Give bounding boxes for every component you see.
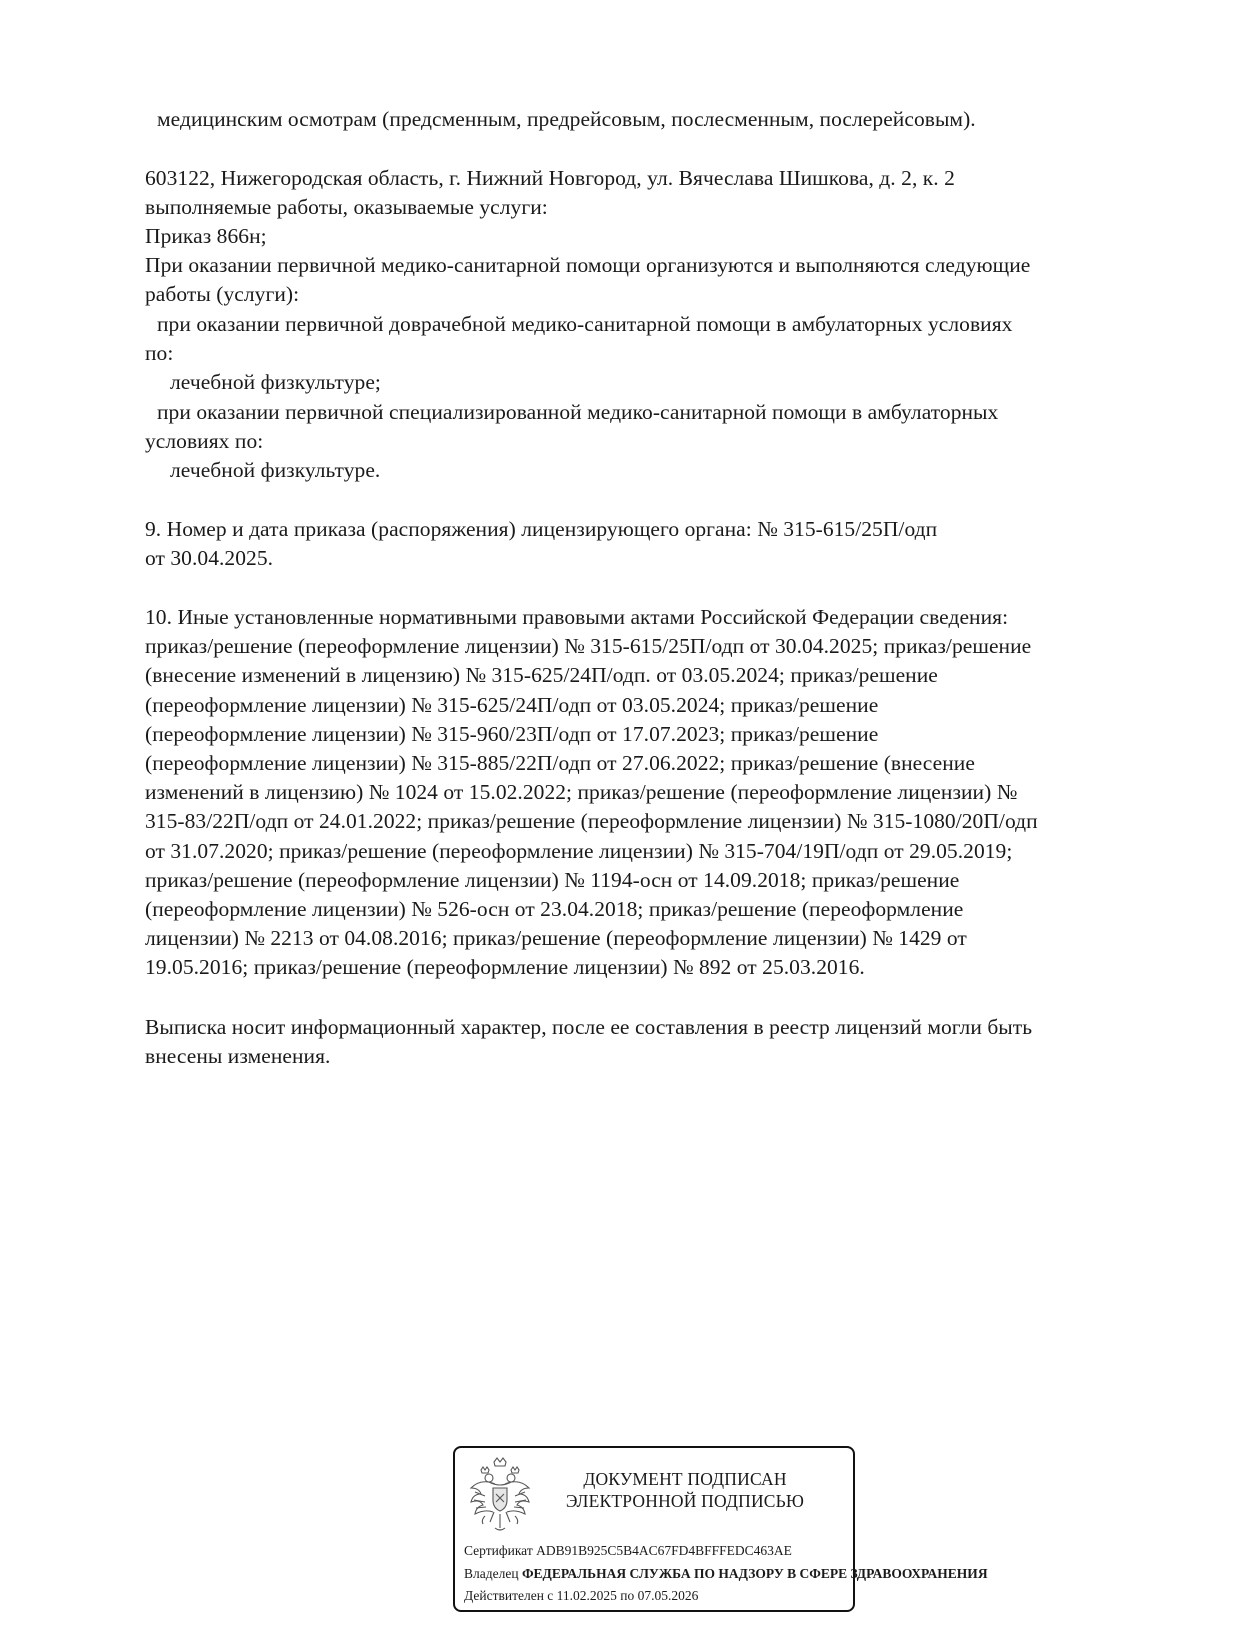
owner-label: Владелец	[464, 1566, 519, 1581]
text-line: условиях по:	[145, 429, 264, 453]
text-line: При оказании первичной медико-санитарной помощи организуются и выполняются следующие	[145, 253, 1031, 277]
certificate-value: ADB91B925C5B4AC67FD4BFFFEDC463AE	[536, 1543, 792, 1558]
text-line: выполняемые работы, оказываемые услуги:	[145, 195, 548, 219]
address-line: 603122, Нижегородская область, г. Нижний Новгород, ул. Вячеслава Шишкова, д. 2, к. 2	[145, 166, 955, 190]
text-line: при оказании первичной специализированной медико-санитарной помощи в амбулаторных	[157, 400, 999, 424]
validity-row: Действителен с 11.02.2025 по 07.05.2026	[464, 1588, 699, 1603]
text-line: от 31.07.2020; приказ/решение (переоформление лицензии) № 315-704/19П/одп от 29.05.2019;	[145, 839, 1013, 863]
order-number-line: 9. Номер и дата приказа (распоряжения) лицензирующего органа: № 315-615/25П/одп	[145, 517, 938, 541]
text-line: приказ/решение (переоформление лицензии) № 1194-осн от 14.09.2018; приказ/решение	[145, 868, 960, 892]
certificate-row	[464, 1542, 792, 1560]
text-line: лицензии) № 2213 от 04.08.2016; приказ/решение (переоформление лицензии) № 1429 от	[145, 926, 967, 950]
section-10-heading: 10. Иные установленные нормативными правовыми актами Российской Федерации сведения:	[145, 605, 1009, 629]
text-line: (переоформление лицензии) № 315-885/22П/одп от 27.06.2022; приказ/решение (внесение	[145, 751, 975, 775]
owner-row	[464, 1565, 988, 1583]
disclaimer-line: внесены изменения.	[145, 1044, 331, 1068]
text-line: при оказании первичной доврачебной медико-санитарной помощи в амбулаторных условиях	[157, 312, 1013, 336]
text-line: лечебной физкультуре.	[170, 458, 381, 482]
text-line: 315-83/22П/одп от 24.01.2022; приказ/решение (переоформление лицензии) № 315-1080/20П/одп	[145, 809, 1038, 833]
text-line: 19.05.2016; приказ/решение (переоформление лицензии) № 892 от 25.03.2016.	[145, 955, 865, 979]
text-line: медицинским осмотрам (предсменным, предрейсовым, послесменным, послерейсовым).	[157, 107, 976, 131]
text-line: (переоформление лицензии) № 526-осн от 23.04.2018; приказ/решение (переоформление	[145, 897, 964, 921]
owner-value: ФЕДЕРАЛЬНАЯ СЛУЖБА ПО НАДЗОРУ В СФЕРЕ ЗДРАВООХРАНЕНИЯ	[521, 1566, 988, 1581]
text-line: изменений в лицензию) № 1024 от 15.02.2022; приказ/решение (переоформление лицензии) №	[145, 780, 1018, 804]
stamp-title-line1: ДОКУМЕНТ ПОДПИСАН	[583, 1469, 787, 1489]
order-date-line: от 30.04.2025.	[145, 546, 274, 570]
certificate-label: Сертификат	[464, 1543, 533, 1558]
text-line: (внесение изменений в лицензию) № 315-625/24П/одп. от 03.05.2024; приказ/решение	[145, 663, 938, 687]
text-line: лечебной физкультуре;	[170, 370, 381, 394]
text-line: приказ/решение (переоформление лицензии) № 315-615/25П/одп от 30.04.2025; приказ/решение	[145, 634, 1032, 658]
text-line: по:	[145, 341, 174, 365]
text-line: (переоформление лицензии) № 315-625/24П/одп от 03.05.2024; приказ/решение	[145, 693, 879, 717]
electronic-signature-stamp	[453, 1446, 988, 1612]
text-line: (переоформление лицензии) № 315-960/23П/одп от 17.07.2023; приказ/решение	[145, 722, 879, 746]
disclaimer-line: Выписка носит информационный характер, после ее составления в реестр лицензий могли быть	[145, 1015, 1033, 1039]
text-line: работы (услуги):	[145, 282, 300, 306]
coat-of-arms-icon	[467, 1456, 533, 1536]
stamp-title-line2: ЭЛЕКТРОННОЙ ПОДПИСЬЮ	[565, 1491, 805, 1511]
text-line: Приказ 866н;	[145, 224, 267, 248]
